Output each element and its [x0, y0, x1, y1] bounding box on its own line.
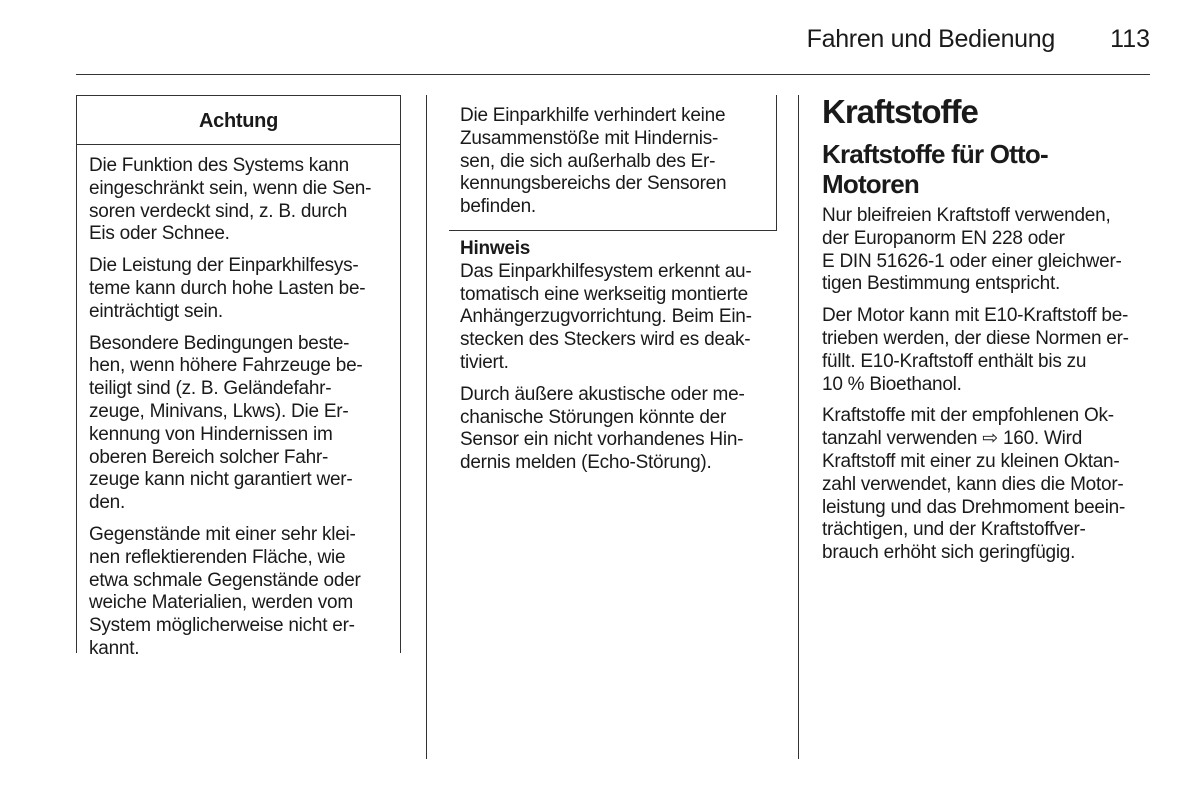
text-line: trächtigen, und der Kraftstoffver-	[822, 519, 1086, 541]
text-line: Die Leistung der Einparkhilfesys-	[89, 255, 359, 277]
text-line: nen reflektierenden Fläche, wie	[89, 546, 346, 568]
text-line: Die Einparkhilfe verhindert keine	[460, 105, 726, 126]
text-line: Eis oder Schnee.	[89, 223, 230, 245]
text-line: chanische Störungen könnte der	[460, 406, 727, 428]
body-paragraph	[822, 405, 1162, 565]
text-line: Gegenstände mit einer sehr klei-	[89, 523, 356, 545]
text-line: trieben werden, der diese Normen er-	[822, 327, 1129, 349]
text-line: Durch äußere akustische oder me-	[460, 383, 745, 405]
text-line: teme kann durch hohe Lasten be-	[89, 277, 366, 299]
text-line: befinden.	[460, 196, 536, 218]
text-line: kennung von Hindernissen im	[89, 423, 333, 445]
column-3-body	[822, 93, 1162, 574]
text-line: Anhängerzugvorrichtung. Beim Ein-	[460, 306, 752, 328]
text-line: Nur bleifreien Kraftstoff verwenden,	[822, 205, 1111, 226]
warning-body	[77, 145, 400, 661]
text-line: füllt. E10-Kraftstoff enthält bis zu	[822, 350, 1087, 372]
text-line: einträchtigt sein.	[89, 300, 223, 322]
text-line: zeuge, Minivans, Lkws). Die Er-	[89, 400, 349, 422]
text-line: den.	[89, 492, 125, 514]
body-paragraph	[822, 305, 1162, 396]
text-line: stecken des Steckers wird es deak-	[460, 329, 751, 351]
notice-box	[449, 95, 777, 231]
text-line: zeuge kann nicht garantiert wer-	[89, 469, 353, 491]
warning-paragraph	[89, 155, 388, 246]
text-line: 10 % Bioethanol.	[822, 373, 962, 395]
text-line: tomatisch eine werkseitig montierte	[460, 283, 748, 305]
warning-box	[76, 95, 401, 659]
text-line: teiligt sind (z. B. Geländefahr-	[89, 378, 332, 400]
text-line: Das Einparkhilfesystem erkennt au-	[460, 260, 752, 282]
note-label: Hinweis	[460, 238, 531, 259]
text-line: soren verdeckt sind, z. B. durch	[89, 200, 348, 222]
text-line: Der Motor kann mit E10-Kraftstoff be-	[822, 305, 1129, 327]
section-subheading	[822, 139, 1162, 199]
text-line: Besondere Bedingungen beste-	[89, 332, 350, 354]
warning-title: Achtung	[77, 96, 400, 145]
text-line: E DIN 51626-1 oder einer gleichwer-	[822, 250, 1122, 272]
page-number: 113	[1110, 25, 1150, 53]
text-line: eingeschränkt sein, wenn die Sen-	[89, 177, 372, 199]
warning-paragraph	[89, 524, 388, 661]
text-line: sen, die sich außerhalb des Er-	[460, 150, 716, 172]
column-divider-1	[426, 95, 427, 759]
text-line: Kraftstoffe mit der empfohlenen Ok-	[822, 405, 1114, 427]
body-paragraph	[460, 384, 780, 475]
text-line: System möglicherweise nicht er-	[89, 615, 355, 637]
text-line: Motoren	[822, 169, 919, 199]
body-paragraph	[822, 205, 1162, 296]
text-line: Die Funktion des Systems kann	[89, 155, 349, 176]
text-line: dernis melden (Echo-Störung).	[460, 452, 712, 474]
column-2-body	[460, 238, 780, 484]
note-text	[460, 261, 780, 375]
text-line: der Europanorm EN 228 oder	[822, 227, 1065, 249]
header-divider	[76, 74, 1150, 75]
page-header-title: Fahren und Bedienung	[806, 25, 1055, 53]
text-line: Sensor ein nicht vorhandenes Hin-	[460, 429, 744, 451]
warning-paragraph	[89, 333, 388, 515]
text-line: kannt.	[89, 637, 140, 659]
warning-paragraph	[89, 255, 388, 323]
text-line: tiviert.	[460, 351, 509, 373]
text-line: Kraftstoff mit einer zu kleinen Oktan-	[822, 450, 1120, 472]
text-line: oberen Bereich solcher Fahr-	[89, 446, 329, 468]
text-line: tanzahl verwenden ⇨ 160. Wird	[822, 428, 1083, 450]
text-line: brauch erhöht sich geringfügig.	[822, 542, 1076, 564]
text-line: kennungsbereichs der Sensoren	[460, 173, 727, 195]
text-line: etwa schmale Gegenstände oder	[89, 569, 361, 591]
text-line: tigen Bestimmung entspricht.	[822, 273, 1061, 295]
column-divider-2	[798, 95, 799, 759]
notice-text	[460, 105, 776, 219]
section-heading: Kraftstoffe	[822, 93, 978, 130]
text-line: Zusammenstöße mit Hindernis-	[460, 127, 719, 149]
text-line: hen, wenn höhere Fahrzeuge be-	[89, 355, 363, 377]
text-line: weiche Materialien, werden vom	[89, 592, 353, 614]
text-line: zahl verwendet, kann dies die Motor-	[822, 473, 1124, 495]
text-line: leistung und das Drehmoment beein-	[822, 496, 1126, 518]
text-line: Kraftstoffe für Otto-	[822, 139, 1048, 169]
